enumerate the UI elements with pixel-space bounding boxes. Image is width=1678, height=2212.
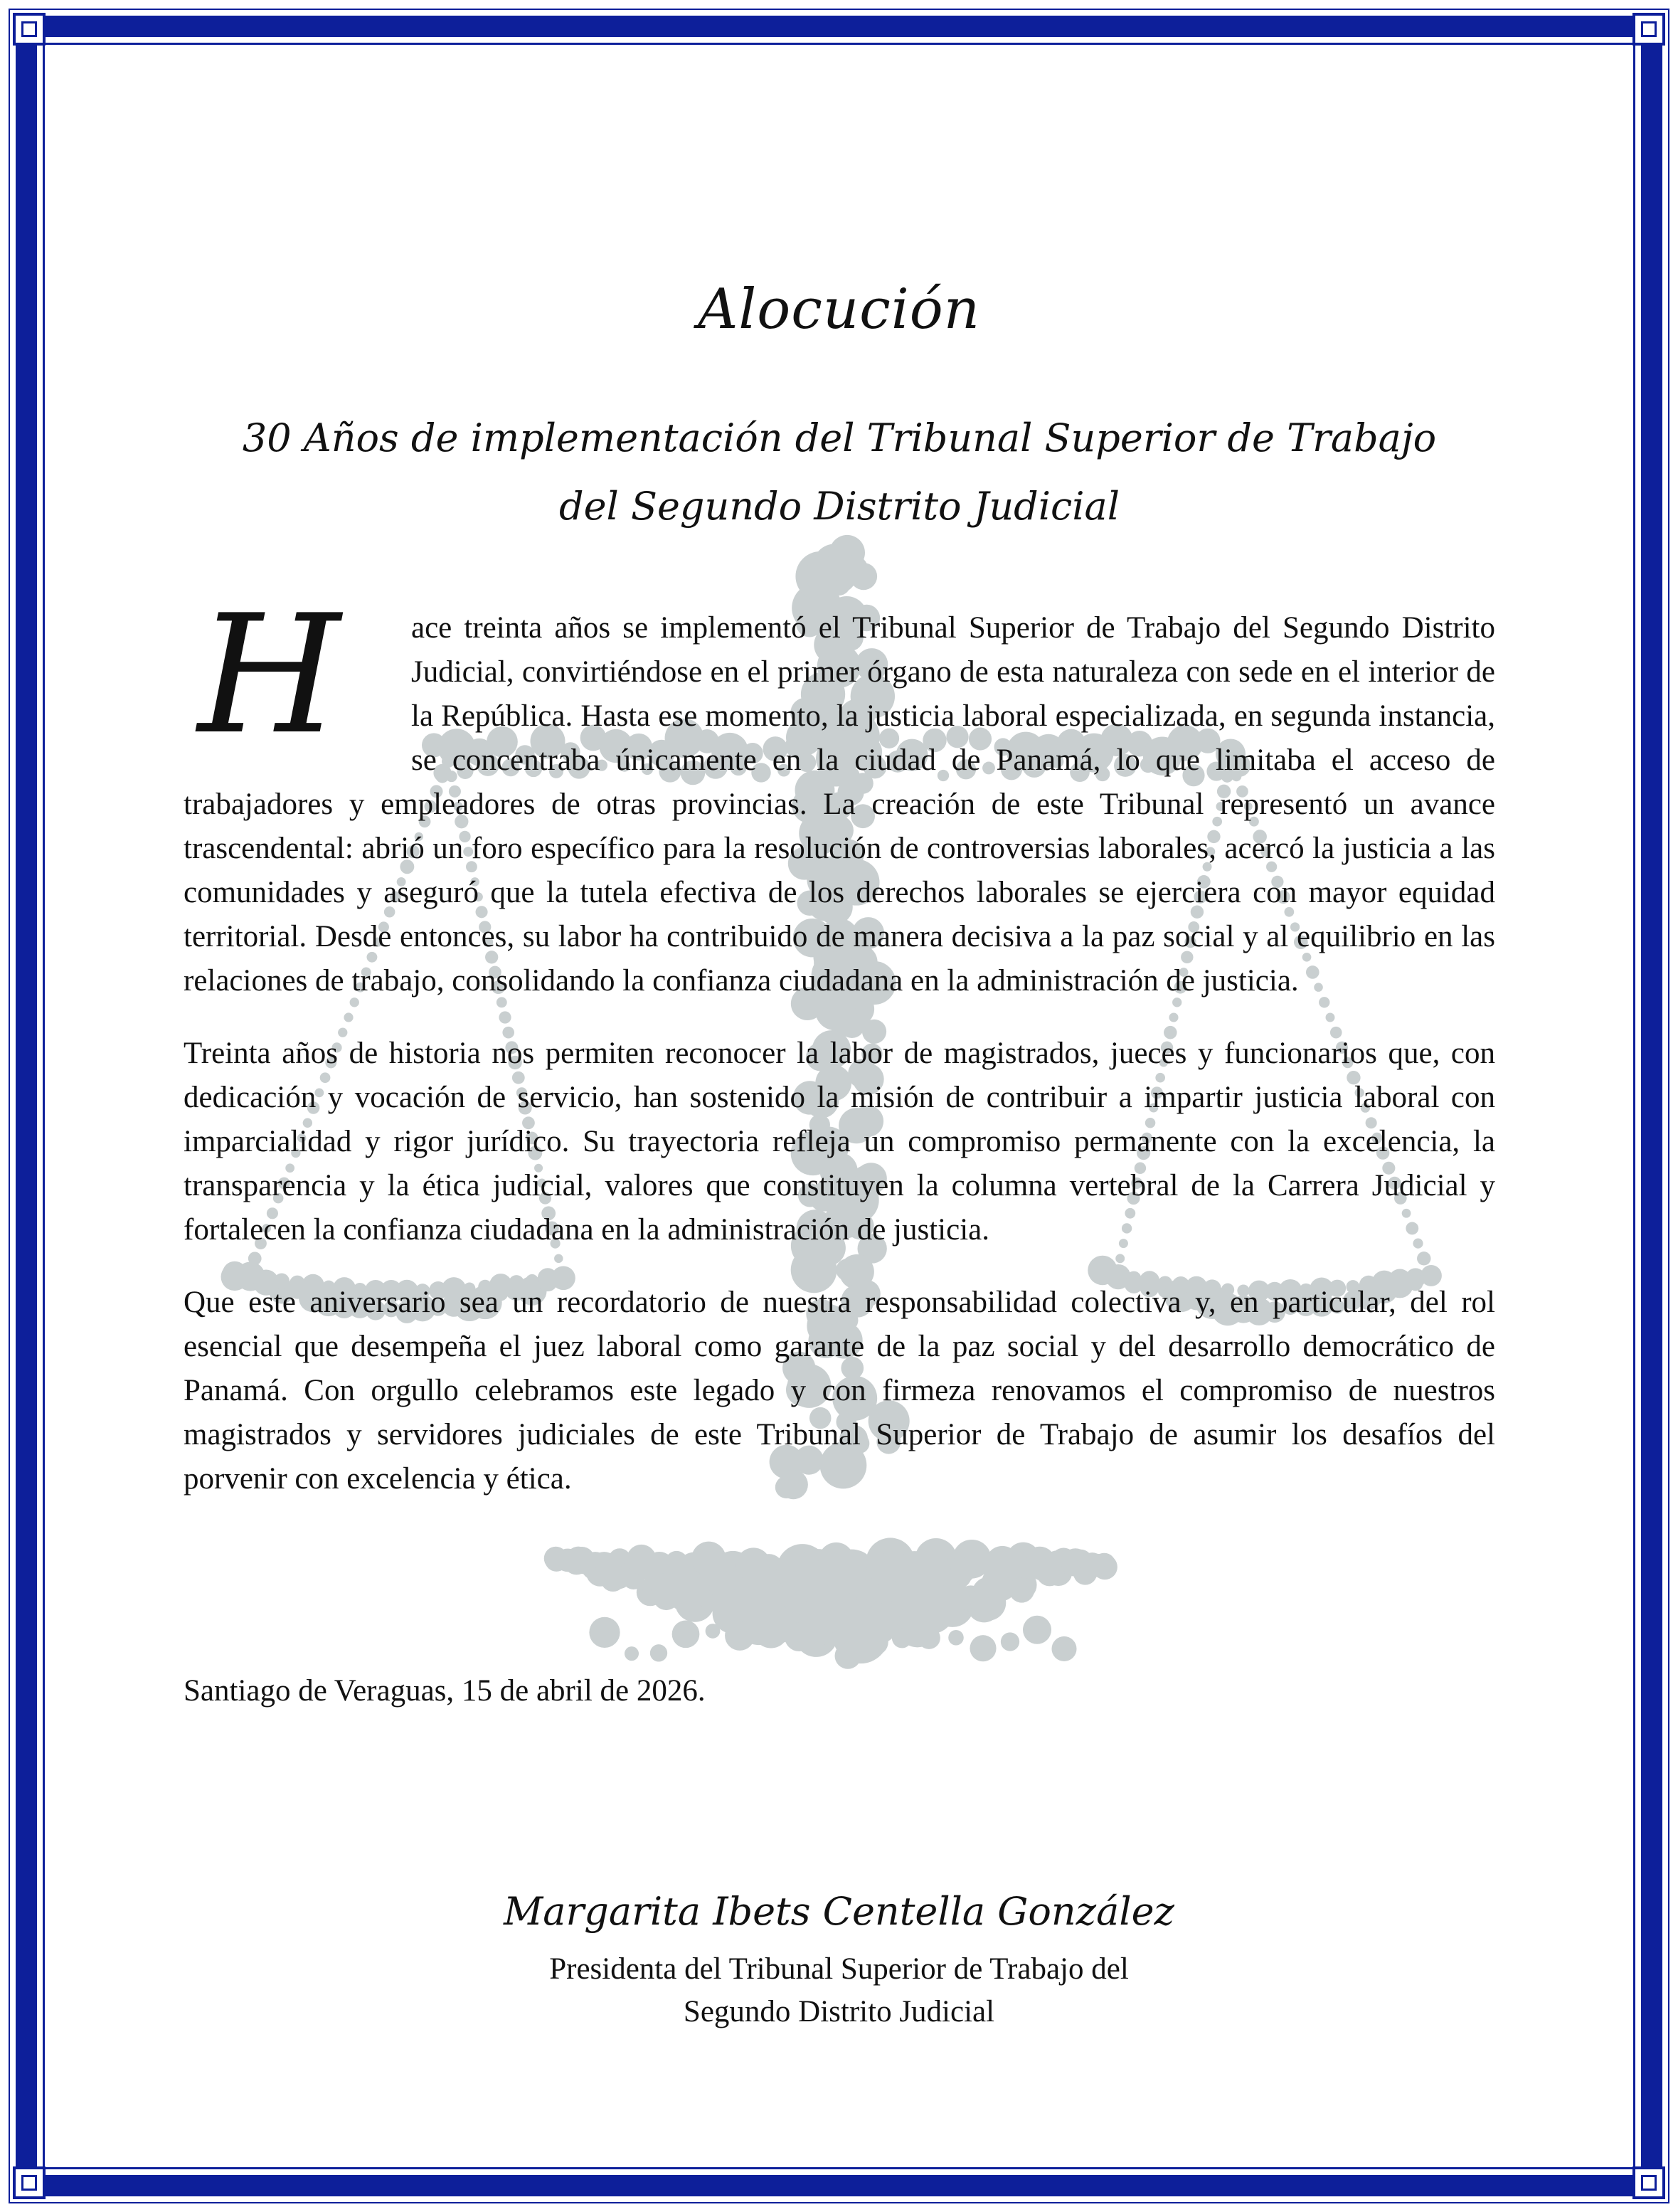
subtitle-line-1: 30 Años de implementación del Tribunal Superior de Trabajo [242,416,1437,460]
paragraph-1 [184,581,1495,1003]
paragraph-1-text: ace treinta años se implementó el Tribunal Superior de Trabajo del Segundo Distrito Judicial, convirtiéndose en el primer órgano de esta naturaleza con sede en el interior de la República. Hasta ese momento, la justicia laboral especializada, en segunda instancia, se concentraba únicamente en la ciudad de Panamá, lo que limitaba el acceso de trabajadores y empleadores de otras provincias. La creación de este Tribunal representó un avance trascendental: abrió un foro específico para la resolución de controversias laborales, acercó la justicia a las comunidades y aseguró que la tutela efectiva de los derechos laborales se ejerciera con mayor equidad territorial. Desde entonces, su labor ha contribuido de manera decisiva a la paz social y al equilibrio en las relaciones de trabajo, consolidando la confianza ciudadana en la administración de justicia. [184,611,1495,997]
page-title: Alocución [698,277,980,342]
signer-position [0,1948,1678,2033]
paragraph-3: Que este aniversario sea un recordatorio de nuestra responsabilidad colectiva y, en particular, del rol esencial que desempeña el juez laboral como garante de la paz social y del desarrollo democrático de Panamá. Con orgullo celebramos este legado y con firmeza renovamos el compromiso de nuestros magistrados y servidores judiciales de este Tribunal Superior de Trabajo de asumir los desafíos del porvenir con excelencia y ética. [184,1286,1495,1496]
signer-title-line-2: Segundo Distrito Judicial [683,1995,995,2028]
page-subtitle [213,404,1465,541]
signer-title-line-1: Presidenta del Tribunal Superior de Trabajo del [549,1952,1129,1986]
drop-cap-letter: H [198,581,341,771]
place-and-date: Santiago de Veraguas, 15 de abril de 2026. [184,1674,706,1708]
paragraph-2: Treinta años de historia nos permiten reconocer la labor de magistrados, jueces y funcionarios que, con dedicación y vocación de servicio, han sostenido la misión de contribuir a impartir justicia laboral con imparcialidad y rigor jurídico. Su trayectoria refleja un compromiso permanente con la excelencia, la transparencia y la ética judicial, valores que constituyen la columna vertebral de la Carrera Judicial y fortalecen la confianza ciudadana en la administración de justicia. [184,1037,1495,1247]
subtitle-line-2: del Segundo Distrito Judicial [559,484,1120,529]
speech-body [184,581,1495,1530]
signer-name: Margarita Ibets Centella González [504,1889,1174,1934]
